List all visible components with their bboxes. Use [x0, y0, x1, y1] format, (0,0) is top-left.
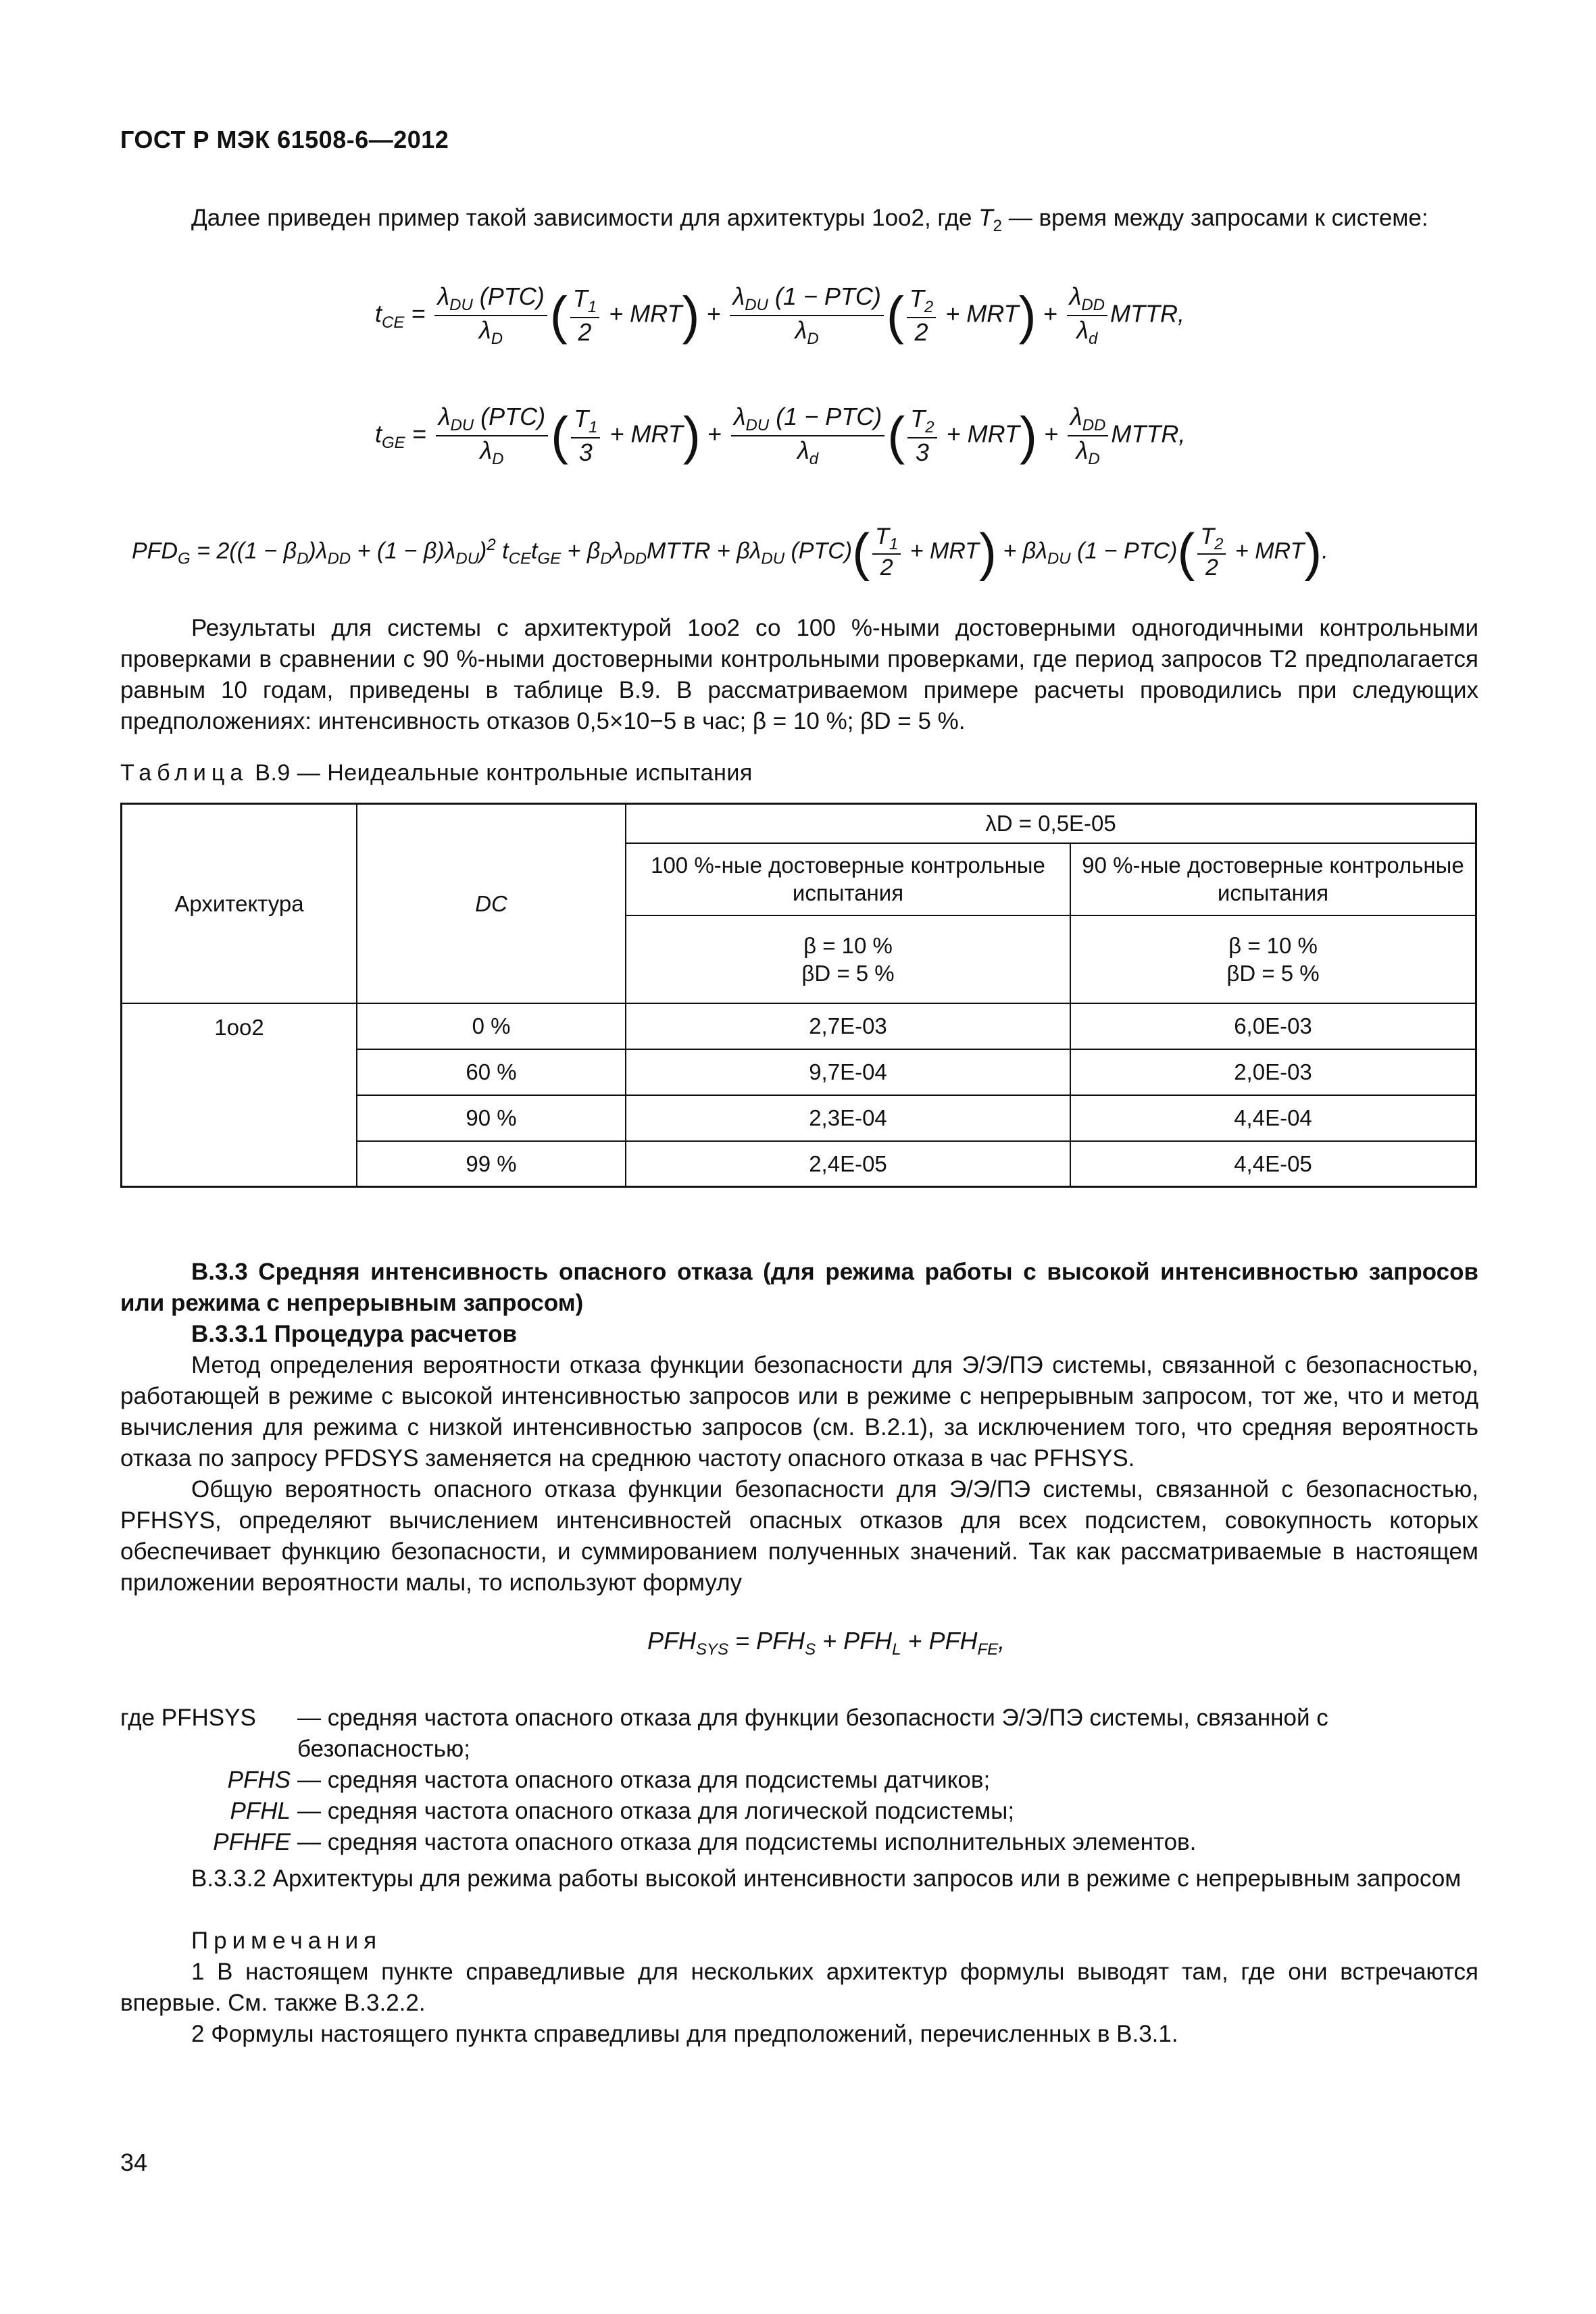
v100-cell: 9,7E-04 — [626, 1049, 1070, 1095]
header-100: 100 %-ные достоверные контрольные испытания — [626, 843, 1070, 915]
beta-line-1: β = 10 % — [803, 932, 893, 958]
dc-cell: 60 % — [357, 1049, 626, 1095]
intro-suffix: — время между запросами к системе: — [1002, 205, 1428, 231]
intro-var-sub: 2 — [993, 217, 1002, 235]
definition-key: PFHL — [230, 1798, 291, 1824]
formula-pfhsys: $PFH_{SYS} = PFH_S + PFH_L + PFH_{FE}$, — [647, 1627, 1005, 1659]
definition-item — [120, 1796, 1478, 1827]
intro-paragraph — [120, 203, 1478, 242]
total-paragraph: Общую вероятность опасного отказа функции безопасности для Э/Э/ПЭ системы, связанной с безопасностью, PFHSYS, определяют вычислением интенсивностей опасных отказов для всех подсистем, совокупность которых обеспечивает функцию безопасности, и суммированием полученных значений. Так как рассматриваемые в настоящем приложении вероятности малы, то используют формулу — [120, 1476, 1478, 1596]
formula-tge: $t_{GE}$ = $\frac{\lambda_{DU} (PTC)}{\lambda_D}$ ( $\frac{T_1}{3}$ + MRT) + $\frac{\lambda_{DU} (1 - PTC)}{\lambda_d}$ ( $\frac{T_2}{3}$ + MRT) + $\frac{\lambda_{DD}}{\lambda_D}$ MTTR, — [375, 403, 1186, 469]
header-beta-90 — [1070, 915, 1476, 1003]
notes-title-text: Примечания — [191, 1928, 382, 1954]
v100-cell: 2,4E-05 — [626, 1141, 1070, 1187]
header-90: 90 %-ные достоверные контрольные испытания — [1070, 843, 1476, 915]
beta-line-1: β = 10 % — [1228, 932, 1318, 958]
formula-tce: $t_{CE}$ = $\frac{\lambda_{DU} (PTC)}{\lambda_D}$ ( $\frac{T_1}{2}$ + MRT) + $\frac{\lambda_{DU} (1 - PTC)}{\lambda_D}$ ( $\frac{T_2}{2}$ + MRT) + $\frac{\lambda_{DD}}{\lambda_d}$ MTTR, — [375, 282, 1184, 349]
beta-line-2: βD = 5 % — [1226, 960, 1320, 986]
header-architecture: Архитектура — [122, 804, 357, 1003]
results-paragraph: Результаты для системы с архитектурой 1oo2 со 100 %-ными достоверными одногодичными контрольными проверками в сравнении с 90 %-ными достоверными контрольными проверками, где период запросов T2 предполагается равным 10 годам, приведены в таблице В.9. В рассматриваемом примере расчеты проводились при следующих предположениях: интенсивность отказов 0,5×10−5 в час; β = 10 %; βD = 5 %. — [120, 615, 1478, 734]
page-number: 34 — [120, 2148, 148, 2176]
header-beta-100 — [626, 915, 1070, 1003]
v90-cell: 4,4E-05 — [1070, 1141, 1476, 1187]
header-lambda: λD = 0,5E-05 — [626, 804, 1476, 843]
dc-cell: 0 % — [357, 1003, 626, 1049]
definition-text: — средняя частота опасного отказа для подсистемы датчиков; — [297, 1767, 991, 1793]
notes-title — [120, 1926, 1478, 1957]
definition-key: где PFHSYS — [120, 1705, 256, 1731]
definition-key: PFHS — [227, 1767, 291, 1793]
method-paragraph: Метод определения вероятности отказа функции безопасности для Э/Э/ПЭ системы, связанной с безопасностью, работающей в режиме с высокой интенсивностью запросов или в режиме с непрерывным запросом, тот же, что и метод вычисления для режима с низкой интенсивностью запросов (см. В.2.1), за исключением того, что средняя вероятность отказа по запросу PFDSYS заменяется на среднюю частоту опасного отказа в час PFHSYS. — [120, 1352, 1478, 1472]
dc-cell: 99 % — [357, 1141, 626, 1187]
results-table — [120, 803, 1477, 1188]
section-b331-heading: В.3.3.1 Процедура расчетов — [191, 1321, 517, 1347]
definition-text: — средняя частота опасного отказа для функции безопасности Э/Э/ПЭ системы, связанной с безопасностью; — [297, 1705, 1328, 1762]
formula-pfdg: $PFD_G = 2((1 - \beta_D)\lambda_{DD} + (1 - \beta)\lambda_{DU})^2$ $t_{CE}t_{GE}$ + $\beta_D\lambda_{DD}MTTR + \beta\lambda_{DU}$ (PTC)( $\frac{T_1}{2}$ + $MRT) + \beta\lambda_{DU}$ (1 − PTC)( $\frac{T_2}{2}$ + MRT). — [132, 522, 1328, 582]
definition-item — [120, 1827, 1478, 1858]
table-caption — [120, 760, 753, 786]
intro-var: T — [978, 205, 993, 231]
header-dc: DC — [357, 804, 626, 1003]
definition-item — [120, 1703, 1478, 1765]
arch-value: 1oo2 — [122, 1003, 357, 1187]
table-row — [122, 1003, 1476, 1049]
table-caption-label: Таблица — [120, 760, 249, 786]
section-b33-heading: В.3.3 Средняя интенсивность опасного отказа (для режима работы с высокой интенсивностью запросов или режима с непрерывным запросом) — [120, 1259, 1478, 1316]
definition-key: PFHFE — [213, 1829, 291, 1855]
definition-item — [120, 1765, 1478, 1796]
intro-prefix: Далее приведен пример такой зависимости для архитектуры 1oo2, где — [191, 205, 979, 231]
definition-text: — средняя частота опасного отказа для логической подсистемы; — [297, 1798, 1015, 1824]
note-1: 1 В настоящем пункте справедливые для нескольких архитектур формулы выводят там, где они встречаются впервые. См. также В.3.2.2. — [120, 1959, 1478, 2016]
v90-cell: 4,4E-04 — [1070, 1095, 1476, 1141]
document-header: ГОСТ Р МЭК 61508-6—2012 — [120, 126, 449, 153]
b332-paragraph: В.3.3.2 Архитектуры для режима работы высокой интенсивности запросов или в режиме с непрерывным запросом — [191, 1865, 1462, 1892]
v100-cell: 2,3E-04 — [626, 1095, 1070, 1141]
beta-line-2: βD = 5 % — [801, 960, 895, 986]
v90-cell: 2,0E-03 — [1070, 1049, 1476, 1095]
note-2: 2 Формулы настоящего пункта справедливы для предположений, перечисленных в В.3.1. — [191, 2021, 1178, 2047]
v90-cell: 6,0E-03 — [1070, 1003, 1476, 1049]
dc-cell: 90 % — [357, 1095, 626, 1141]
definitions-list — [120, 1703, 1478, 1858]
table-caption-text: В.9 — Неидеальные контрольные испытания — [255, 760, 753, 786]
v100-cell: 2,7E-03 — [626, 1003, 1070, 1049]
definition-text: — средняя частота опасного отказа для подсистемы исполнительных элементов. — [297, 1829, 1197, 1855]
